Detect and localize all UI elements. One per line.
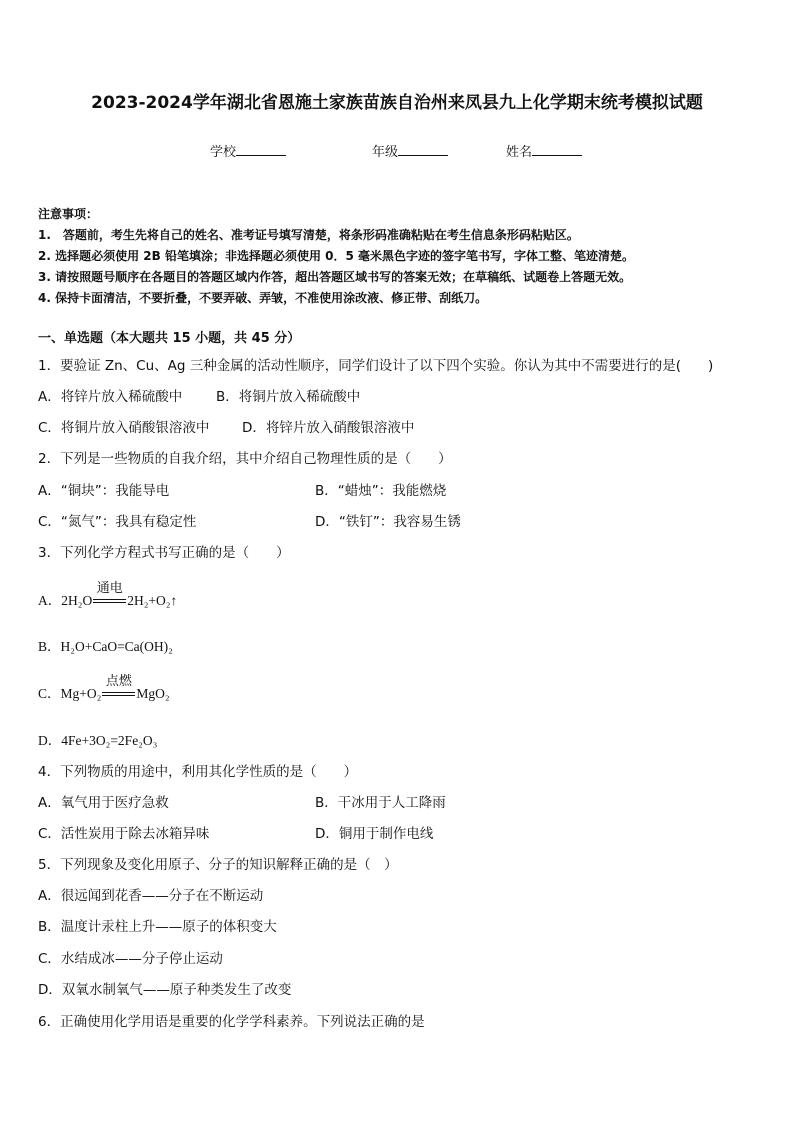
notes-heading: 注意事项：	[38, 207, 99, 221]
grade-blank	[398, 142, 448, 156]
note-item: 1. 答题前，考生先将自己的姓名、准考证号填写清楚，将条形码准确粘贴在考生信息条形码粘贴区。	[38, 228, 579, 242]
question-1-option-b: B．将铜片放入稀硫酸中	[216, 389, 361, 405]
reaction-condition: 通电	[96, 580, 123, 596]
equation-lhs: Mg+O₂	[60, 686, 102, 701]
question-2-option-b: B．“蜡烛”：我能燃烧	[315, 483, 447, 499]
question-4-stem: 4．下列物质的用途中，利用其化学性质的是（ ）	[38, 764, 358, 780]
question-5-option-c: C．水结成冰——分子停止运动	[38, 951, 223, 967]
question-5-stem: 5．下列现象及变化用原子、分子的知识解释正确的是（ ）	[38, 857, 398, 873]
question-4-option-c: C．活性炭用于除去冰箱异味	[38, 826, 210, 842]
grade-field	[372, 141, 448, 160]
question-6-stem: 6．正确使用化学用语是重要的化学学科素养。下列说法正确的是	[38, 1014, 425, 1030]
question-4-option-d: D．铜用于制作电线	[315, 826, 434, 842]
question-1-option-c: C．将铜片放入硝酸银溶液中	[38, 420, 210, 436]
question-3-option-c	[38, 673, 170, 702]
name-label: 姓名	[506, 145, 533, 160]
question-5-option-d: D．双氧水制氧气——原子种类发生了改变	[38, 982, 292, 998]
equals-sign	[102, 673, 135, 700]
question-3-option-a	[38, 580, 178, 609]
equals-sign	[93, 580, 126, 607]
question-4-option-b: B．干冰用于人工降雨	[315, 795, 446, 811]
name-field	[506, 141, 582, 160]
question-1-option-d: D．将锌片放入硝酸银溶液中	[242, 420, 415, 436]
question-2-option-a: A．“铜块”：我能导电	[38, 483, 170, 499]
school-blank	[236, 142, 286, 156]
question-2-option-c: C．“氮气”：我具有稳定性	[38, 514, 197, 530]
question-2-stem: 2．下列是一些物质的自我介绍，其中介绍自己物理性质的是（ ）	[38, 451, 452, 467]
option-label: C．	[38, 686, 61, 701]
question-3-stem: 3．下列化学方程式书写正确的是（ ）	[38, 545, 290, 561]
question-1-stem: 1．要验证 Zn、Cu、Ag 三种金属的活动性顺序，同学们设计了以下四个实验。你认为其中不需要进行的是( )	[38, 358, 714, 374]
question-4-option-a: A．氧气用于医疗急救	[38, 795, 169, 811]
exam-title: 2023-2024学年湖北省恩施土家族苗族自治州来凤县九上化学期末统考模拟试题	[91, 93, 703, 113]
equation-rhs: MgO₂	[136, 686, 170, 701]
note-item: 4. 保持卡面清洁，不要折叠，不要弄破、弄皱，不准使用涂改液、修正带、刮纸刀。	[38, 291, 488, 305]
equation-rhs: 2H₂+O₂↑	[127, 593, 178, 608]
option-label: A．	[38, 593, 62, 608]
question-2-option-d: D．“铁钉”：我容易生锈	[315, 514, 461, 530]
question-5-option-b: B．温度计汞柱上升——原子的体积变大	[38, 919, 277, 935]
grade-label: 年级	[372, 145, 399, 160]
notes-block	[38, 204, 634, 309]
school-label: 学校	[210, 145, 237, 160]
question-3-option-d: D．4Fe+3O₂=2Fe₂O₃	[38, 733, 158, 748]
reaction-condition: 点燃	[105, 673, 132, 689]
name-blank	[532, 142, 582, 156]
question-3-option-b: B．H₂O+CaO=Ca(OH)₂	[38, 639, 173, 654]
section-heading: 一、单选题（本大题共 15 小题，共 45 分）	[38, 331, 301, 346]
equation-lhs: 2H₂O	[61, 593, 93, 608]
question-1-option-a: A．将锌片放入稀硫酸中	[38, 389, 183, 405]
note-item: 2. 选择题必须使用 2B 铅笔填涂；非选择题必须使用 0．5 毫米黑色字迹的签字笔书写，字体工整、笔迹清楚。	[38, 249, 634, 263]
school-field	[210, 141, 286, 160]
note-item: 3. 请按照题号顺序在各题目的答题区域内作答，超出答题区域书写的答案无效；在草稿纸、试题卷上答题无效。	[38, 270, 632, 284]
question-5-option-a: A．很远闻到花香——分子在不断运动	[38, 888, 264, 904]
